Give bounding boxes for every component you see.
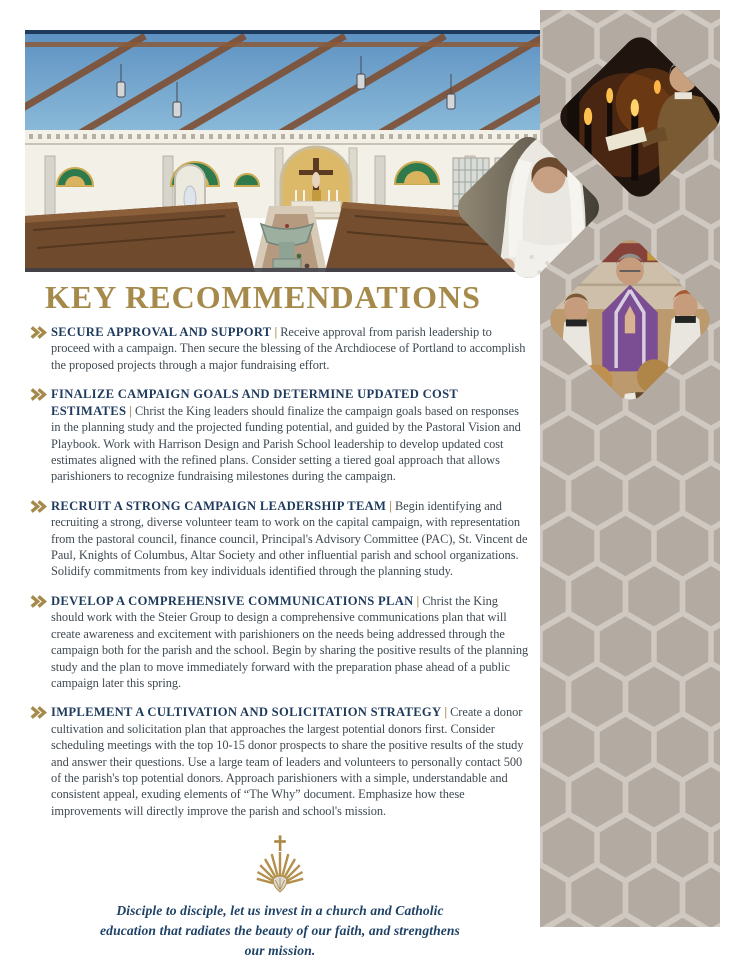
rays-cross-shell-icon: [248, 835, 312, 895]
quote-line: our mission.: [244, 943, 316, 959]
quote-line: education that radiates the beauty of our faith, and strengthens: [100, 923, 460, 939]
recommendation-item: [30, 386, 530, 485]
recommendation-body: Christ the King should work with the Steier Group to design a comprehensive communications plan that will create awareness and excitement with parishioners on the needs being addressed through the campaign both for the parish and the school. Begin by sharing the positive results of the planning study and the plan to move immediately forward with the preparation phase ahead of a public campaign later this spring.: [51, 593, 529, 690]
recommendation-body: Create a donor cultivation and solicitation plan that approaches the largest potential donors first. Consider scheduling meetings with the top 10-15 donor prospects to share the positive results of the study and answer their questions. Use a large team of leaders and volunteers to personally contact 500 of the parish's top potential donors. Approach parishioners with a simple, understandable and consistent appeal, exuding elements of “The Why” document. Emphasize how these improvements will directly improve the parish and school's mission.: [51, 705, 524, 818]
double-chevron-icon: [30, 500, 47, 513]
double-chevron-icon: [30, 595, 47, 608]
separator: |: [389, 498, 392, 513]
recommendation-item: [30, 324, 530, 373]
recommendation-item: [30, 593, 530, 691]
recommendation-title: FINALIZE CAMPAIGN GOALS AND DETERMINE UPDATED COST ESTIMATES: [51, 386, 458, 418]
recommendation-title: RECRUIT A STRONG CAMPAIGN LEADERSHIP TEAM: [51, 498, 387, 513]
main-content: [30, 281, 530, 961]
double-chevron-icon: [30, 388, 47, 401]
recommendation-body: Begin identifying and recruiting a strong, diverse volunteer team to work on the capital campaign, with representation from the pastoral council, finance council, Principal's Advisory Committee (PAC), St. Vincent de Paul, Knights of Columbus, Altar Society and other influential parish and school organizations. Solidify commitments from key individuals identified through the planning study.: [51, 498, 528, 579]
separator: |: [274, 324, 278, 339]
recommendation-item: [30, 498, 530, 580]
recommendation-title: IMPLEMENT A CULTIVATION AND SOLICITATION STRATEGY: [51, 705, 442, 720]
recommendation-body: Christ the King leaders should finalize the campaign goals based on responses in the planning study and the projected funding potential, and guided by the Pastoral Vision and Playbook. Work with Harrison Design and Parish School leadership to develop updated cost estimates aligned with the refined plans. Consider setting a tiered goal approach that allows parishioners to recognize fundraising milestones during the campaign.: [51, 403, 521, 484]
closing-section: [30, 835, 530, 961]
separator: |: [129, 403, 132, 418]
quote-line: Disciple to disciple, let us invest in a church and Catholic: [116, 903, 444, 919]
separator: |: [444, 705, 448, 720]
separator: |: [416, 593, 420, 608]
recommendation-item: [30, 704, 530, 819]
recommendation-body: Receive approval from parish leadership to proceed with a campaign. Then secure the blessing of the Archdiocese of Portland to accomplish the proposed projects through a major fundraising effort.: [51, 324, 526, 372]
double-chevron-icon: [30, 706, 47, 719]
closing-quote: [30, 901, 530, 961]
recommendation-title: SECURE APPROVAL AND SUPPORT: [51, 324, 272, 339]
page-title: KEY RECOMMENDATIONS: [45, 279, 481, 315]
double-chevron-icon: [30, 326, 47, 339]
hero-watercolor-church-interior: [25, 30, 540, 272]
recommendation-title: DEVELOP A COMPREHENSIVE COMMUNICATIONS PLAN: [51, 593, 414, 608]
